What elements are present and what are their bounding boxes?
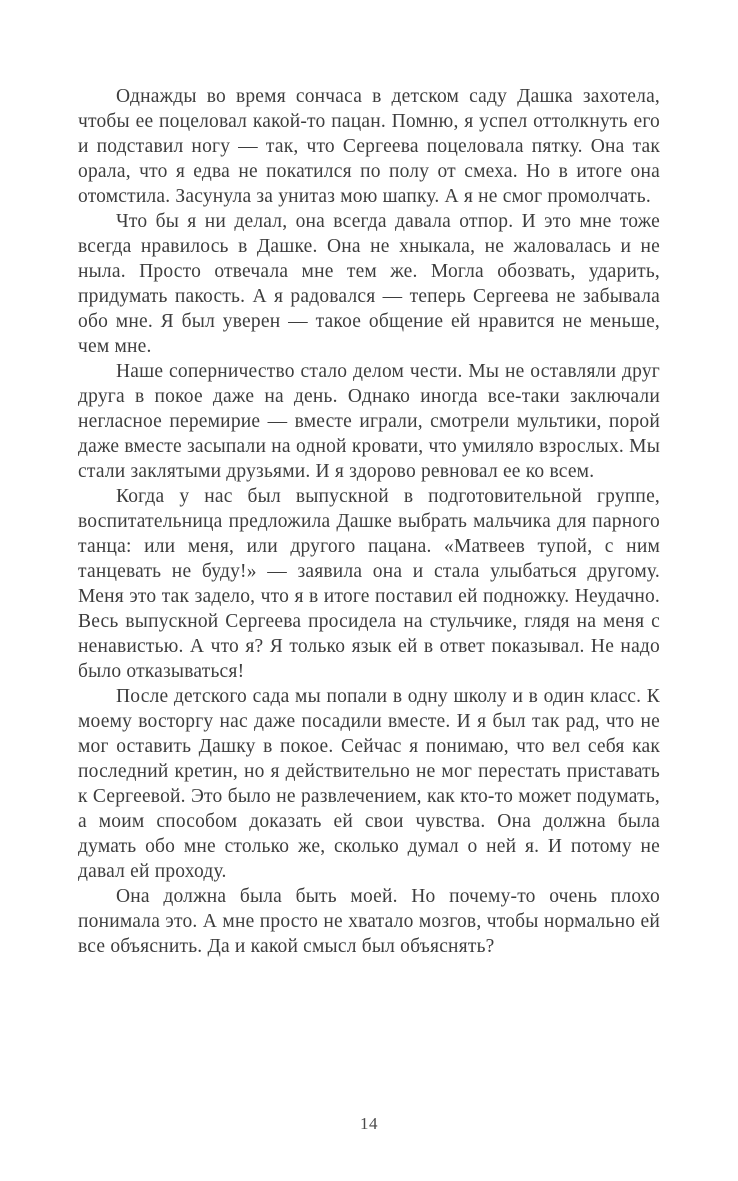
page-number: 14	[360, 1114, 378, 1133]
paragraph: Что бы я ни делал, она всегда давала отпор. И это мне тоже всегда нравилось в Дашке. Она не хныкала, не жаловалась и не ныла. Просто отвечала мне тем же. Могла обозвать, ударить, придумать пакость. А я радовался — теперь Сергеева не забывала обо мне. Я был уверен — такое общение ей нравится не меньше, чем мне.	[78, 211, 660, 357]
paragraph: После детского сада мы попали в одну школу и в один класс. К моему восторгу нас даже посадили вместе. И я был так рад, что не мог оставить Дашку в покое. Сейчас я понимаю, что вел себя как последний кретин, но я действительно не мог перестать приставать к Сергеевой. Это было не развлечением, как кто-то может подумать, а моим способом доказать ей свои чувства. Она должна была думать обо мне столько же, сколько думал о ней я. И потому не давал ей проходу.	[78, 686, 660, 882]
paragraph: Наше соперничество стало делом чести. Мы не оставляли друг друга в покое даже на день. Однако иногда все-таки заключали негласное перемирие — вместе играли, смотрели мультики, порой даже вместе засыпали на одной кровати, что умиляло взрослых. Мы стали заклятыми друзьями. И я здорово ревновал ее ко всем.	[78, 361, 660, 482]
body-text	[78, 84, 660, 959]
paragraph: Она должна была быть моей. Но почему-то очень плохо понимала это. А мне просто не хватало мозгов, чтобы нормально ей все объяснить. Да и какой смысл был объяснять?	[78, 886, 660, 957]
paragraph: Когда у нас был выпускной в подготовительной группе, воспитательница предложила Дашке выбрать мальчика для парного танца: или меня, или другого пацана. «Матвеев тупой, с ним танцевать не буду!» — заявила она и стала улыбаться другому. Меня это так задело, что я в итоге поставил ей подножку. Неудачно. Весь выпускной Сергеева просидела на стульчике, глядя на меня с ненавистью. А что я? Я только язык ей в ответ показывал. Не надо было отказываться!	[78, 486, 660, 682]
paragraph: Однажды во время сончаса в детском саду Дашка захотела, чтобы ее поцеловал какой-то пацан. Помню, я успел оттолкнуть его и подставил ногу — так, что Сергеева поцеловала пятку. Она так орала, что я едва не покатился по полу от смеха. Но в итоге она отомстила. Засунула за унитаз мою шапку. А я не смог промолчать.	[78, 86, 660, 207]
